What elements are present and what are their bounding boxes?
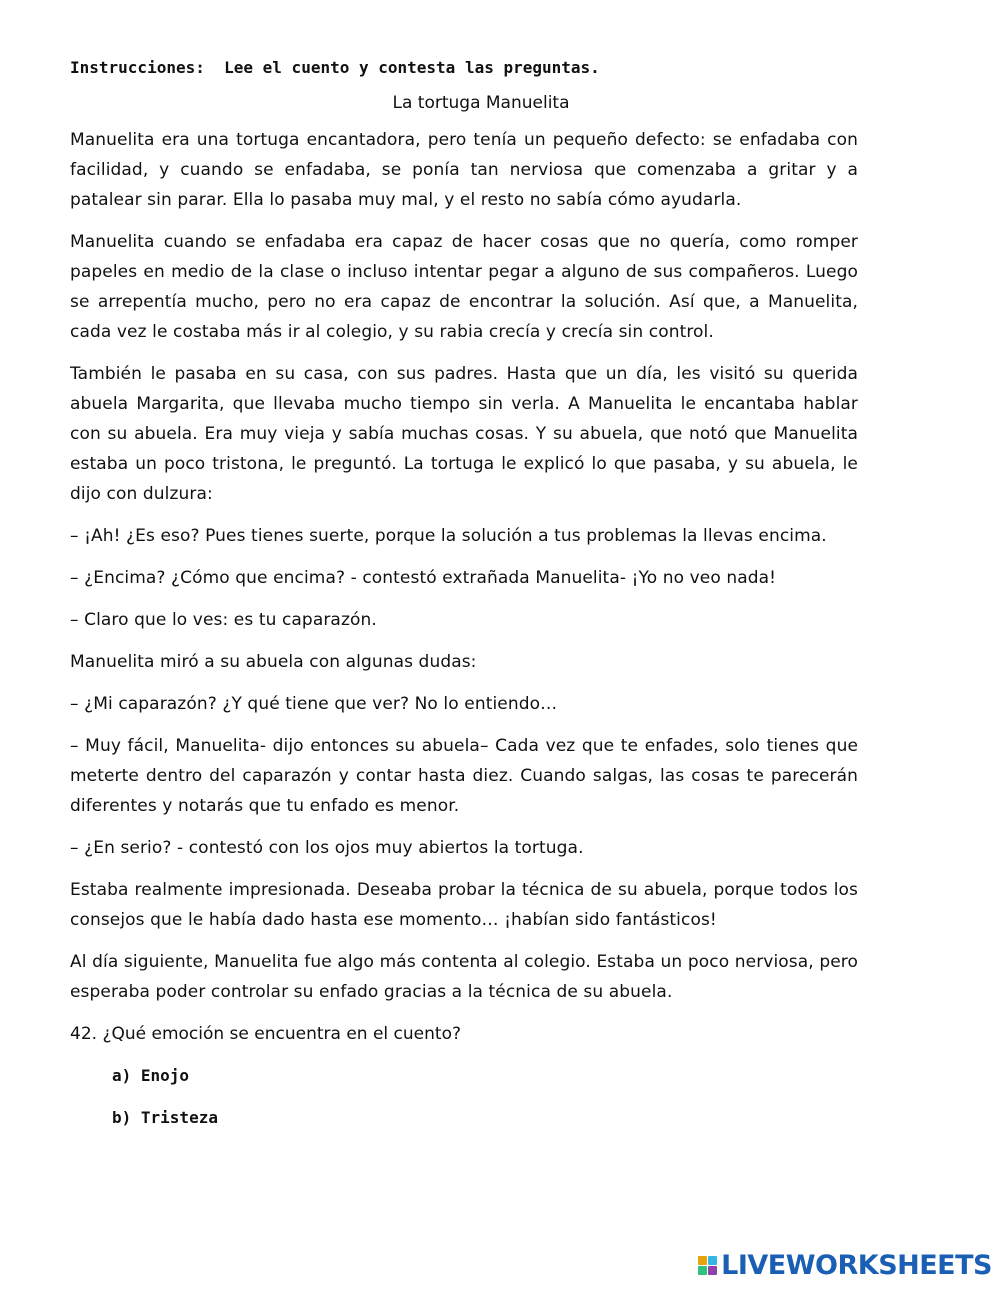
question-text: 42. ¿Qué emoción se encuentra en el cuento? (70, 1024, 461, 1044)
story-paragraph: Manuelita era una tortuga encantadora, pero tenía un pequeño defecto: se enfadaba con facilidad, y cuando se enfadaba, se ponía tan nerviosa que comenzaba a gritar y a patalear sin parar. Ella lo pasaba muy mal, y el resto no sabía cómo ayudarla. (70, 130, 858, 210)
story-paragraph: Estaba realmente impresionada. Deseaba probar la técnica de su abuela, porque todos los consejos que le había dado hasta ese momento… ¡habían sido fantásticos! (70, 880, 858, 930)
logo-block (698, 1266, 707, 1275)
story-paragraph: También le pasaba en su casa, con sus padres. Hasta que un día, les visitó su querida abuela Margarita, que llevaba mucho tiempo sin verla. A Manuelita le encantaba hablar con su abuela. Era muy vieja y sabía muchas cosas. Y su abuela, que notó que Manuelita estaba un poco tristona, le preguntó. La tortuga le explicó lo que pasaba, y su abuela, le dijo con dulzura: (70, 364, 858, 504)
story-paragraph: – Muy fácil, Manuelita- dijo entonces su abuela– Cada vez que te enfades, solo tienes que meterte dentro del caparazón y contar hasta diez. Cuando salgas, las cosas te parecerán diferentes y notarás que tu enfado es menor. (70, 736, 858, 816)
story-paragraph: Al día siguiente, Manuelita fue algo más contenta al colegio. Estaba un poco nerviosa, pero esperaba poder controlar su enfado gracias a la técnica de su abuela. (70, 952, 858, 1002)
story-paragraph: – Claro que lo ves: es tu caparazón. (70, 610, 377, 630)
story-paragraph: – ¿En serio? - contestó con los ojos muy abiertos la tortuga. (70, 838, 584, 858)
logo-block (708, 1266, 717, 1275)
story-title: La tortuga Manuelita (392, 93, 570, 113)
story-paragraph: – ¿Encima? ¿Cómo que encima? - contestó extrañada Manuelita- ¡Yo no veo nada! (70, 568, 777, 588)
liveworksheets-logo (698, 1250, 992, 1281)
logo-block (698, 1256, 707, 1265)
story-paragraph: Manuelita miró a su abuela con algunas dudas: (70, 652, 477, 672)
story-paragraph: – ¿Mi caparazón? ¿Y qué tiene que ver? No lo entiendo… (70, 694, 558, 714)
answer-option-b[interactable]: b) Tristeza (112, 1108, 218, 1127)
instructions: Instrucciones: Lee el cuento y contesta las preguntas. (70, 58, 600, 77)
logo-block (708, 1256, 717, 1265)
answer-option-a[interactable]: a) Enojo (112, 1066, 190, 1085)
worksheet-page (70, 58, 858, 1145)
story-paragraph: Manuelita cuando se enfadaba era capaz de hacer cosas que no quería, como romper papeles en medio de la clase o incluso intentar pegar a alguno de sus compañeros. Luego se arrepentía mucho, pero no era capaz de encontrar la solución. Así que, a Manuelita, cada vez le costaba más ir al colegio, y su rabia crecía y crecía sin control. (70, 232, 858, 342)
logo-text: LIVEWORKSHEETS (721, 1250, 992, 1281)
logo-blocks-icon (698, 1256, 717, 1275)
story-paragraph: – ¡Ah! ¿Es eso? Pues tienes suerte, porque la solución a tus problemas la llevas encima. (70, 526, 827, 546)
